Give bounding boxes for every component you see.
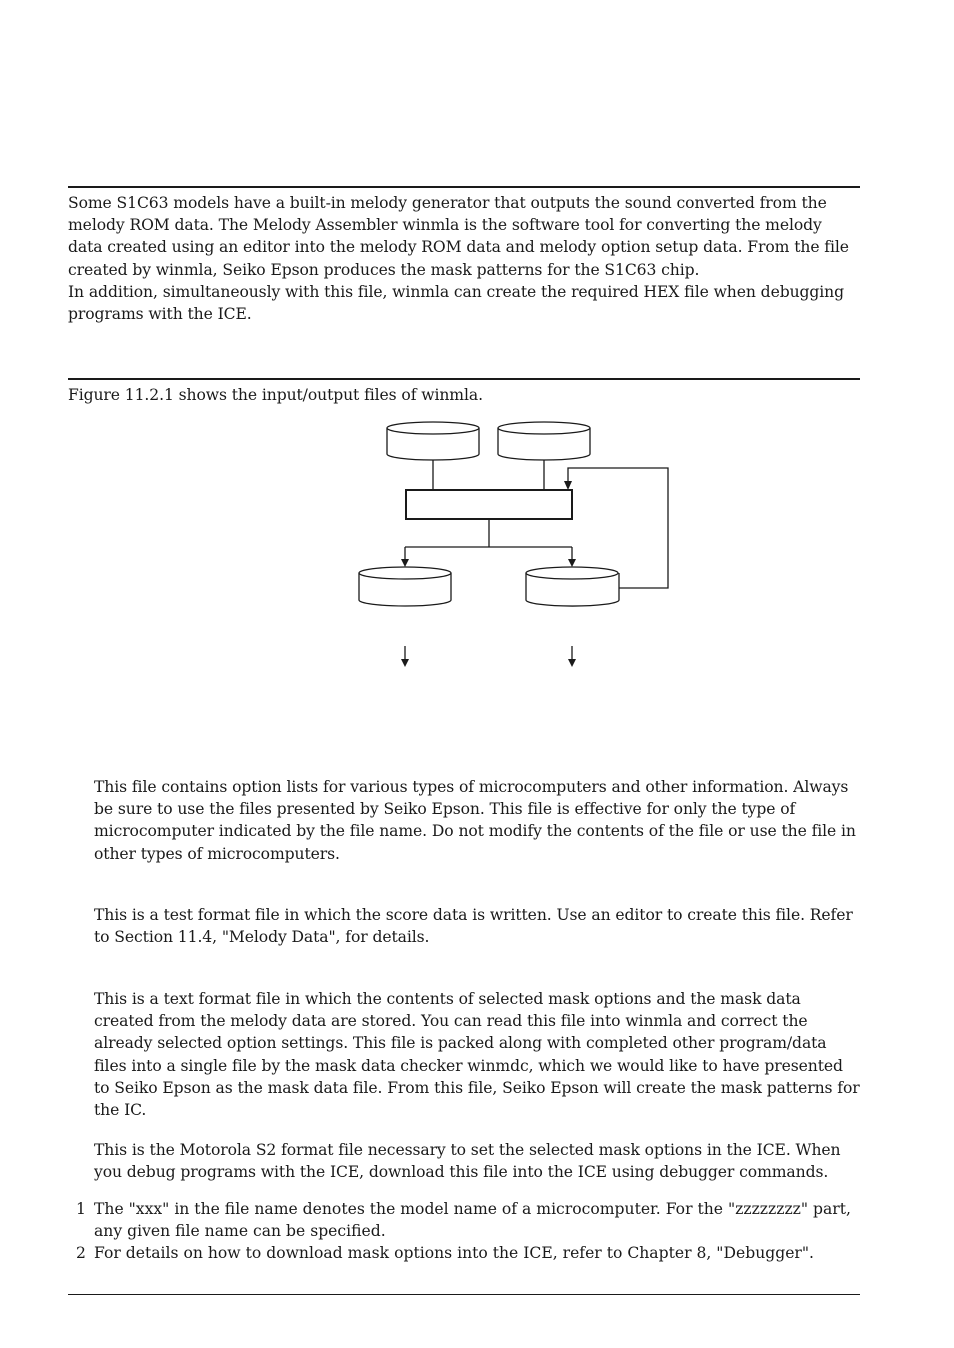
figure-caption: Figure 11.2.1 shows the input/output files of winmla. [68,386,483,404]
file-description-mask-data: This is a text format file in which the contents of selected mask options and the mask data created from the melody data are stored. You can read this file into winmla and correct the already selected option settings. This file is packed along with completed other program/data files into a single file by the mask data checker winmdc, which we would like to have presented to Seiko Epson as the mask data file. From this file, Seiko Epson will create the mask patterns for the IC. [94,990,860,1120]
note-text: For details on how to download mask options into the ICE, refer to Chapter 8, "Debugger". [94,1244,815,1262]
note-number: 2 [76,1244,86,1262]
note-text: The "xxx" in the file name denotes the model name of a microcomputer. For the "zzzzzzzz" part, any given file name can be specified. [94,1200,851,1241]
file-description-option-list: This file contains option lists for various types of microcomputers and other information. Always be sure to use the files presented by Seiko Epson. This file is effective for only the type of microcomputer indicated by the file name. Do not modify the contents of the file or use the file in other types of microcomputers. [94,778,856,863]
intro-paragraph-2: In addition, simultaneously with this file, winmla can create the required HEX file when debugging programs with the ICE. [68,283,844,324]
file-description-melody-data: This is a test format file in which the score data is written. Use an editor to create this file. Refer to Section 11.4, "Melody Data", for details. [94,906,853,947]
output-ice-hex-disk [526,567,619,606]
note-number: 1 [76,1200,86,1218]
output-mask-data-disk [359,567,451,606]
arrow-down-icon [568,559,576,567]
arrow-down-icon [401,659,409,667]
section-rule-top [68,186,860,188]
input-option-list-disk [387,422,479,460]
arrow-down-icon [401,559,409,567]
footer-rule [68,1294,860,1295]
io-files-diagram [340,410,700,680]
input-melody-data-disk [498,422,590,460]
file-description-ice-hex: This is the Motorola S2 format file necessary to set the selected mask options in the ICE. When you debug programs with the ICE, download this file into the ICE using debugger commands. [94,1141,841,1182]
section-rule-io [68,378,860,380]
intro-paragraph-1: Some S1C63 models have a built-in melody generator that outputs the sound converted from the melody ROM data. The Melody Assembler winmla is the software tool for converting the melody data created using an editor into the melody ROM data and melody option setup data. From the file created by winmla, Seiko Epson produces the mask patterns for the S1C63 chip. [68,194,849,279]
arrow-down-icon [564,481,572,490]
winmla-box [406,490,572,519]
arrow-down-icon [568,659,576,667]
